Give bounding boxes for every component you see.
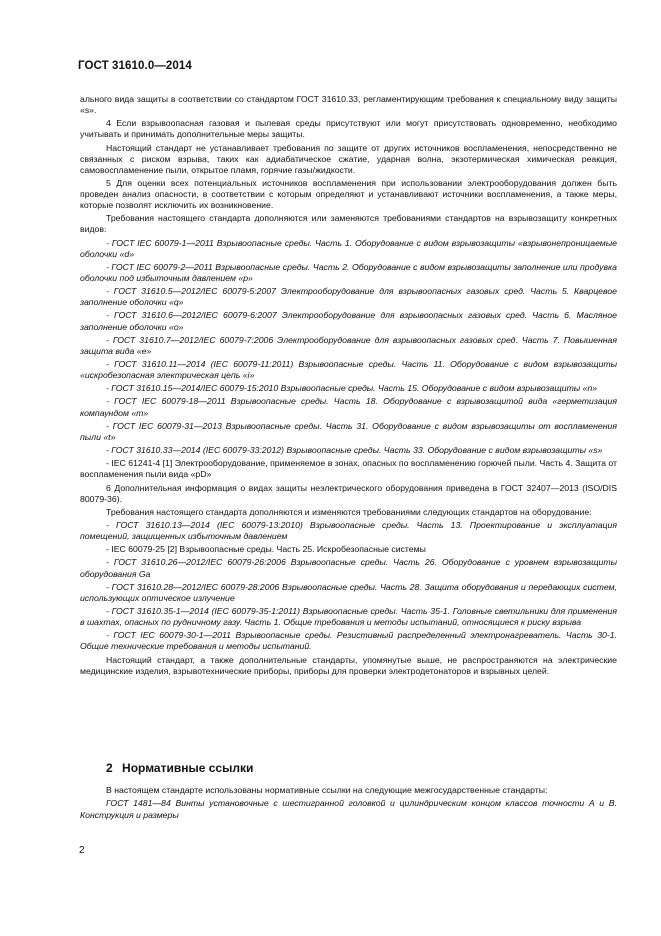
document-header: ГОСТ 31610.0—2014 (78, 60, 192, 72)
standard-list-item: - ГОСТ IEC 60079-18—2011 Взрывоопасные среды. Часть 18. Оборудование с взрывозащитой вида «герметизация компаундом «m» (80, 396, 617, 418)
normative-reference: ГОСТ 1481—84 Винты установочные с шестигранной головкой и цилиндрическим концом классов точности А и В. Конструкция и размеры (80, 798, 617, 820)
page-number: 2 (79, 845, 85, 856)
standard-list-item: - ГОСТ IEC 60079-31—2013 Взрывоопасные среды. Часть 31. Оборудование с видом взрывозащиты от воспламенения пыли «t» (80, 420, 617, 442)
paragraph: ального вида защиты в соответствии со стандартом ГОСТ 31610.33, регламентирующим требования к специальному виду защиты «s». (80, 94, 617, 116)
section-intro: В настоящем стандарте использованы нормативные ссылки на следующие межгосударственные стандарты: (106, 785, 548, 795)
section-number: 2 (106, 761, 113, 775)
standard-list-item: - ГОСТ 31610.5—2012/IEC 60079-5:2007 Электрооборудование для взрывоопасных газовых сред. Часть 5. Кварцевое заполнение оболочки «q» (80, 286, 617, 308)
standard-list-item: - ГОСТ 31610.33—2014 (IEC 60079-33:2012) Взрывоопасные среды. Часть 33. Оборудование с видом взрывозащиты «s» (106, 445, 603, 456)
standard-list-item: - ГОСТ 31610.35-1—2014 (IEC 60079-35-1:2011) Взрывоопасные среды. Часть 35-1. Головные светильники для применения в шахтах, опасных по рудничному газу. Часть 1. Общие требования и методы испытаний, относящиеся к риску взрыва (80, 606, 617, 628)
standard-list-item: - ГОСТ IEC 60079-2—2011 Взрывоопасные среды. Часть 2. Оборудование с видом взрывозащиты заполнение или продувка оболочки под избыточным давлением «p» (80, 261, 617, 283)
paragraph: 4 Если взрывоопасная газовая и пылевая среды присутствуют или могут присутствовать одновременно, необходимо учитывать и принимать дополнительные меры защиты. (80, 118, 617, 140)
section-title: Нормативные ссылки (122, 761, 254, 775)
standard-list-item: - ГОСТ IEC 60079-30-1—2011 Взрывоопасные среды. Резистивный распределенный электронагреватель. Часть 30-1. Общие технические требования и методы испытаний. (80, 630, 617, 652)
standard-list-item: - IEC 61241-4 [1] Электрооборудование, применяемое в зонах, опасных по воспламенению горючей пыли. Часть 4. Защита от воспламенения пыли вида «pD» (80, 458, 617, 480)
standard-list-item: - IEC 60079-25 [2] Взрывоопасные среды. Часть 25. Искробезопасные системы (106, 544, 426, 555)
body-text (80, 94, 617, 679)
paragraph: Настоящий стандарт не устанавливает требования по защите от других источников воспламенения, непосредственно не связанных с риском взрыва, таких как адиабатическое сжатие, ударная волна, экзотермическая химическая реакция, самовоспламенение пыли, открытое пламя, горячие газы/жидкости. (80, 142, 617, 175)
paragraph: Требования настоящего стандарта дополняются или заменяются требованиями стандартов на взрывозащиту конкретных видов: (80, 213, 617, 235)
paragraph: 6 Дополнительная информация о видах защиты неэлектрического оборудования приведена в ГОСТ 32407—2013 (ISO/DIS 80079-36). (80, 482, 617, 504)
standard-list-item: - ГОСТ 31610.28—2012/IEC 60079-28:2006 Взрывоопасные среды. Часть 28. Защита оборудования и передающих систем, использующих оптическое излучение (80, 581, 617, 603)
standard-list-item: - ГОСТ 31610.7—2012/IEC 60079-7:2006 Электрооборудование для взрывоопасных газовых сред. Часть 7. Повышенная защита вида «e» (80, 334, 617, 356)
paragraph: Настоящий стандарт, а также дополнительные стандарты, упомянутые выше, не распространяются на электрические медицинские изделия, взрывотехнические приборы, приборы для проверки электродетонаторов и взрывных целей. (80, 654, 617, 676)
section-heading (106, 761, 253, 775)
standard-list-item: - ГОСТ 31610.15—2014/IEC 60079-15:2010 Взрывоопасные среды. Часть 15. Оборудование с видом взрывозащиты «n» (106, 383, 598, 394)
section-body (80, 785, 617, 823)
standard-list-item: - ГОСТ 31610.11—2014 (IEC 60079-11:2011) Взрывоопасные среды. Часть 11. Оборудование с видом взрывозащиты «искробезопасная электрическая цепь «i» (80, 359, 617, 381)
paragraph: 5 Для оценки всех потенциальных источников воспламенения при использовании электрооборудования должен быть проведен анализ опасности, в соответствии с которым определяют и устанавливают источники воспламенения, а также меры, которые позволят исключить их возникновение. (80, 177, 617, 211)
standard-list-item: - ГОСТ IEC 60079-1—2011 Взрывоопасные среды. Часть 1. Оборудование с видом взрывозащиты «взрывонепроницаемые оболочки «d» (80, 237, 617, 259)
standard-list-item: - ГОСТ 31610.13—2014 (IEC 60079-13:2010) Взрывоопасные среды. Часть 13. Проектирование и эксплуатация помещений, защищенных избыточным давлением (80, 519, 617, 542)
paragraph: Требования настоящего стандарта дополняются и изменяются требованиями следующих стандартов на оборудование: (106, 506, 592, 517)
standard-list-item: - ГОСТ 31610.26—2012/IEC 60079-26:2006 Взрывоопасные среды. Часть 26. Оборудование с уровнем взрывозащиты оборудования Ga (80, 557, 617, 579)
standard-list-item: - ГОСТ 31610.6—2012/IEC 60079-6:2007 Электрооборудование для взрывоопасных газовых сред. Часть 6. Масляное заполнение оболочки «o» (80, 310, 617, 332)
